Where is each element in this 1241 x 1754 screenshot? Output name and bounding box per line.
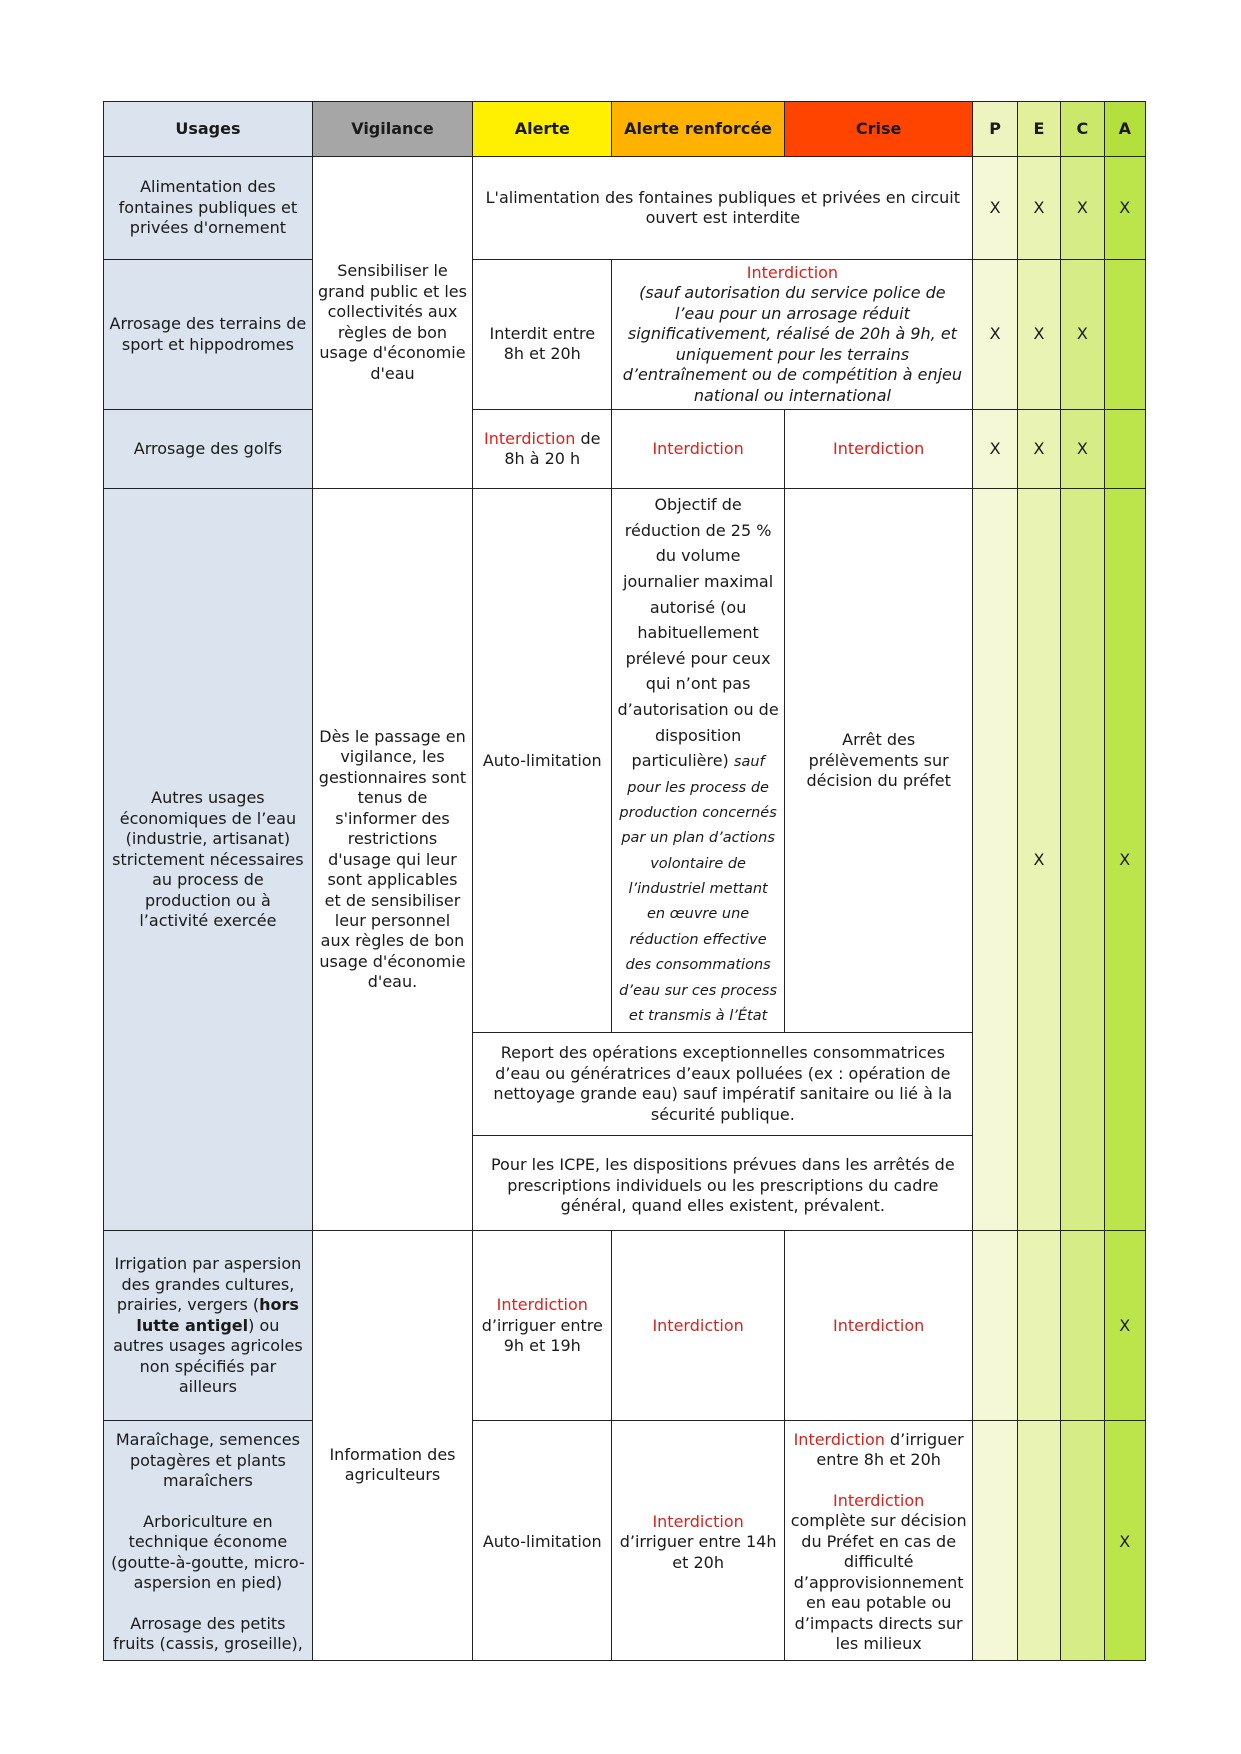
header-alerte: Alerte xyxy=(473,102,612,157)
alerte-maraichage: Auto-limitation xyxy=(473,1421,612,1661)
mark-golfs-a xyxy=(1104,410,1145,489)
crise-maraichage xyxy=(784,1421,973,1661)
header-alerte-renforcee: Alerte renforcée xyxy=(612,102,784,157)
header-p: P xyxy=(973,102,1017,157)
crise-irrigation: Interdiction xyxy=(784,1231,973,1421)
maraichage-crise-interdiction-1: Interdiction xyxy=(793,1430,885,1449)
usage-eco: Autres usages économiques de l’eau (industrie, artisanat) strictement nécessaires au process de production ou à l’activité exercée xyxy=(104,489,313,1231)
alerte-sport: Interdit entre 8h et 20h xyxy=(473,260,612,410)
maraichage-crise-hours: d’irriguer entre 8h et 20h xyxy=(816,1430,964,1470)
row-maraichage xyxy=(104,1421,1146,1661)
maraichage-crise-detail: complète sur décision du Préfet en cas de difficulté d’approvisionnement en eau potable ou d’impacts directs sur les milieux xyxy=(790,1511,967,1654)
header-vigilance: Vigilance xyxy=(312,102,472,157)
ar-golfs: Interdiction xyxy=(612,410,784,489)
mark-golfs-c: X xyxy=(1061,410,1104,489)
maraichage-ar-interdiction: Interdiction xyxy=(652,1511,744,1531)
alerte-irrigation xyxy=(473,1231,612,1421)
golfs-alerte-interdiction: Interdiction xyxy=(484,428,576,448)
irrigation-alerte-interdiction: Interdiction xyxy=(496,1295,588,1315)
mark-golfs-e: X xyxy=(1017,410,1060,489)
header-crise: Crise xyxy=(784,102,973,157)
maraichage-usage-3: Arrosage des petits fruits (cassis, groseille), xyxy=(112,1613,303,1653)
mark-eco-c xyxy=(1061,489,1104,1231)
row-fontaines xyxy=(104,157,1146,260)
maraichage-ar-hours: d’irriguer entre 14h et 20h xyxy=(619,1532,777,1572)
restrictions-table xyxy=(103,101,1146,1661)
maraichage-usage-1: Maraîchage, semences potagères et plants maraîchers xyxy=(115,1430,300,1491)
mark-sport-e: X xyxy=(1017,260,1060,410)
vigilance-group1: Sensibiliser le grand public et les collectivités aux règles de bon usage d'économie d'eau xyxy=(312,157,472,489)
crise-eco: Arrêt des prélèvements sur décision du préfet xyxy=(784,489,973,1033)
maraichage-crise-interdiction-2: Interdiction xyxy=(832,1490,925,1510)
mark-maraichage-a: X xyxy=(1104,1421,1145,1661)
maraichage-usage-2: Arboriculture en technique économe (goutte-à-goutte, micro-aspersion en pied) xyxy=(111,1511,305,1593)
row-eco xyxy=(104,489,1146,1033)
usage-irrigation xyxy=(104,1231,313,1421)
vigilance-agri: Information des agriculteurs xyxy=(312,1231,472,1661)
mark-maraichage-c xyxy=(1061,1421,1104,1661)
eco-objective: Objectif de réduction de 25 % du volume journalier maximal autorisé (ou habituellement prélevé pour ceux qui n’ont pas d’autorisation ou de disposition particulière) xyxy=(617,495,779,771)
usage-maraichage xyxy=(104,1421,313,1661)
mark-irrigation-a: X xyxy=(1104,1231,1145,1421)
mark-maraichage-p xyxy=(973,1421,1017,1661)
mark-fontaines-a: X xyxy=(1104,157,1145,260)
eco-exception: sauf pour les process de production concernés par un plan d’actions volontaire de l’industriel mettant en œuvre une réduction effective des consommations d’eau sur ces process et transmis à l’État xyxy=(619,754,778,1024)
mark-irrigation-e xyxy=(1017,1231,1060,1421)
mark-golfs-p: X xyxy=(973,410,1017,489)
mark-maraichage-e xyxy=(1017,1421,1060,1661)
sport-exception: (sauf autorisation du service police de l’eau pour un arrosage réduit significativement, réalisé de 20h à 9h, et uniquement pour les terrains d’entraînement ou de compétition à enjeu national ou international xyxy=(622,283,963,405)
irrigation-usage-end: ) ou autres usages agricoles non spécifiés par ailleurs xyxy=(113,1315,303,1397)
mark-fontaines-e: X xyxy=(1017,157,1060,260)
sport-interdiction: Interdiction xyxy=(746,263,839,282)
irrigation-usage-bold: hors lutte antigel xyxy=(136,1295,299,1335)
ar-irrigation: Interdiction xyxy=(612,1231,784,1421)
vigilance-eco: Dès le passage en vigilance, les gestionnaires sont tenus de s'informer des restrictions d'usage qui leur sont applicables et de sensibiliser leur personnel aux règles de bon usage d'économie d'eau. xyxy=(312,489,472,1231)
mark-eco-a: X xyxy=(1104,489,1145,1231)
irrigation-alerte-hours: d’irriguer entre 9h et 19h xyxy=(481,1315,603,1356)
mark-irrigation-c xyxy=(1061,1231,1104,1421)
ar-maraichage xyxy=(612,1421,784,1661)
alerte-golfs xyxy=(473,410,612,489)
crise-golfs: Interdiction xyxy=(784,410,973,489)
maraichage-crise-1 xyxy=(790,1430,968,1471)
measure-fontaines: L'alimentation des fontaines publiques et privées en circuit ouvert est interdite xyxy=(473,157,973,260)
mark-eco-e: X xyxy=(1017,489,1060,1231)
mark-fontaines-p: X xyxy=(973,157,1017,260)
header-e: E xyxy=(1017,102,1060,157)
mark-eco-p xyxy=(973,489,1017,1231)
ar-eco xyxy=(612,489,784,1033)
mark-sport-a xyxy=(1104,260,1145,410)
golfs-alerte-hours: de 8h à 20 h xyxy=(504,428,601,469)
header-a: A xyxy=(1104,102,1145,157)
eco-report: Report des opérations exceptionnelles consommatrices d’eau ou génératrices d’eaux polluées (ex : opération de nettoyage grande eau) sauf impératif sanitaire ou lié à la sécurité publique. xyxy=(473,1033,973,1136)
alerte-eco: Auto-limitation xyxy=(473,489,612,1033)
row-golfs xyxy=(104,410,1146,489)
usage-golfs: Arrosage des golfs xyxy=(104,410,313,489)
header-row xyxy=(104,102,1146,157)
irrigation-usage-start: Irrigation par aspersion des grandes cultures, prairies, vergers ( xyxy=(114,1254,302,1315)
eco-icpe: Pour les ICPE, les dispositions prévues dans les arrêtés de prescriptions individuels ou les prescriptions du cadre général, quand elles existent, prévalent. xyxy=(473,1136,973,1231)
header-c: C xyxy=(1061,102,1104,157)
mark-sport-p: X xyxy=(973,260,1017,410)
row-sport xyxy=(104,260,1146,410)
usage-sport: Arrosage des terrains de sport et hippodromes xyxy=(104,260,313,410)
mark-fontaines-c: X xyxy=(1061,157,1104,260)
usage-fontaines: Alimentation des fontaines publiques et privées d'ornement xyxy=(104,157,313,260)
ar-crise-sport xyxy=(612,260,973,410)
row-irrigation xyxy=(104,1231,1146,1421)
mark-irrigation-p xyxy=(973,1231,1017,1421)
header-usages: Usages xyxy=(104,102,313,157)
mark-sport-c: X xyxy=(1061,260,1104,410)
